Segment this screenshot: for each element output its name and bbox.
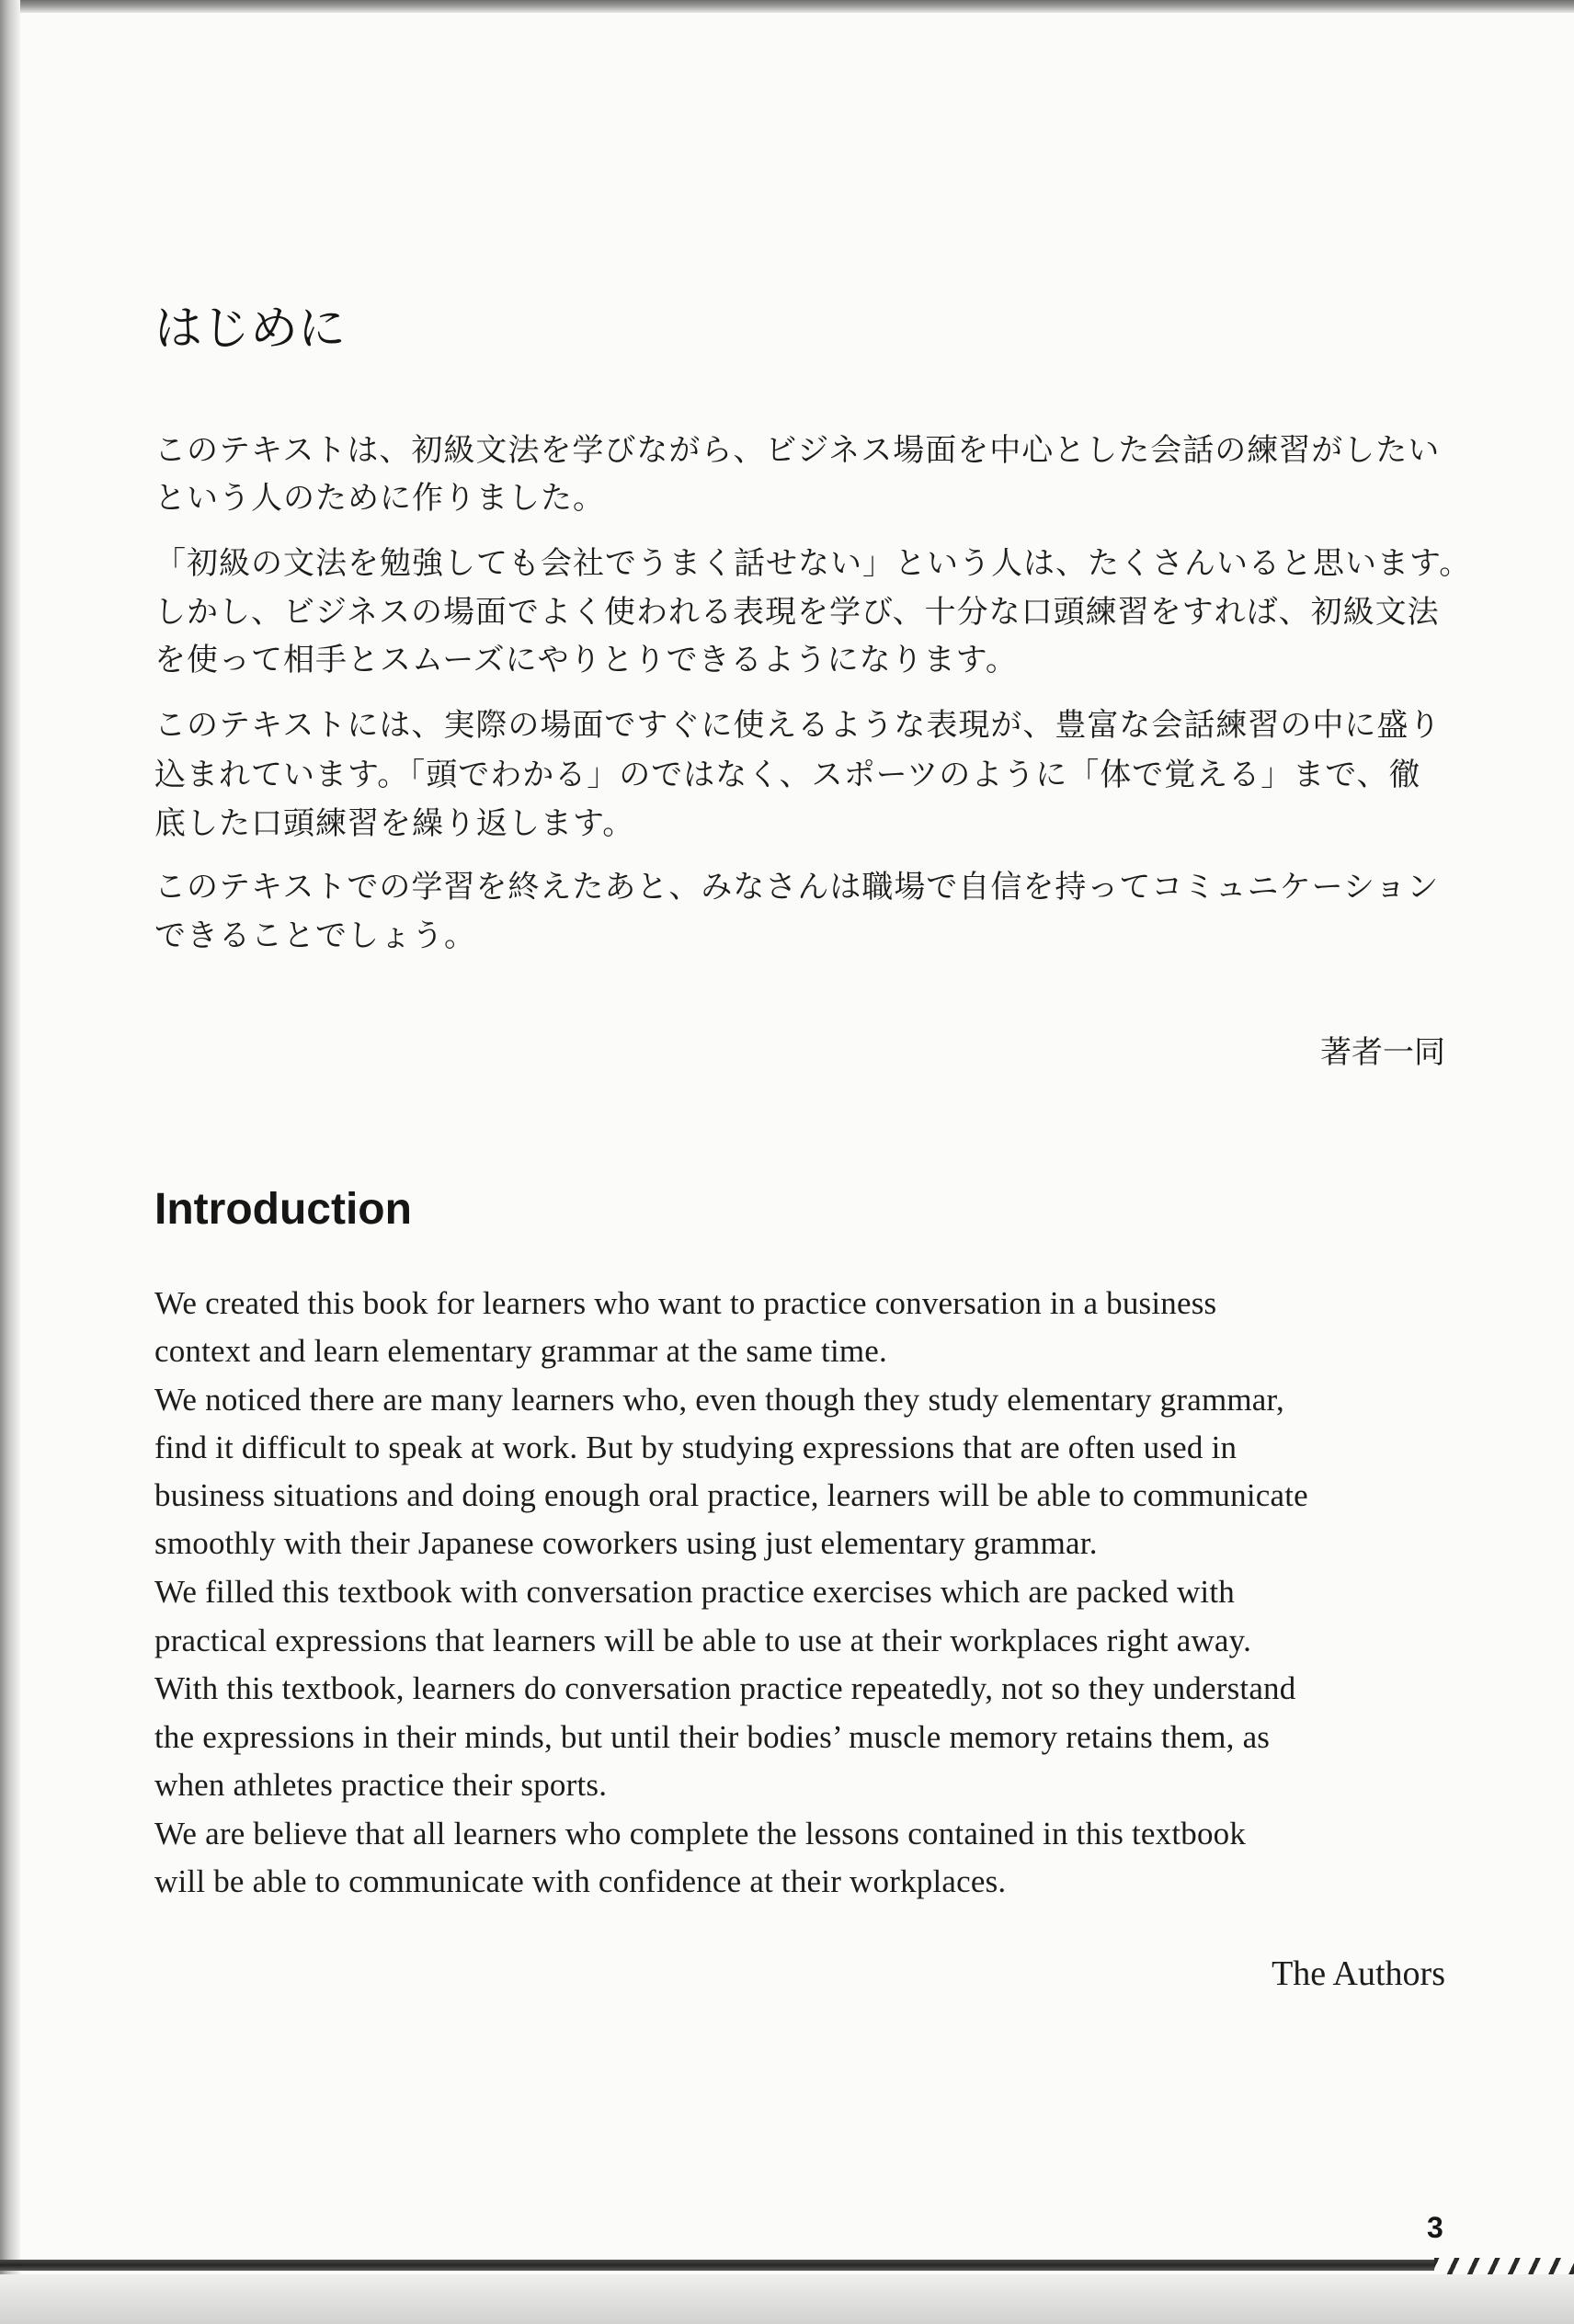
page-bottom-edge bbox=[0, 2274, 1574, 2324]
english-line-13: will be able to communicate with confidence at their workplaces. bbox=[154, 1863, 1007, 1899]
page-top-edge bbox=[0, 0, 1574, 13]
japanese-line-7: 込まれています。「頭でわかる」のではなく、スポーツのように「体で覚える」まで、徹 bbox=[154, 757, 1421, 793]
english-signature: The Authors bbox=[1272, 1954, 1445, 1993]
english-line-4: find it difficult to speak at work. But by studying expressions that are often used in bbox=[154, 1430, 1238, 1465]
japanese-line-2: という人のために作りました。 bbox=[154, 480, 605, 517]
english-line-2: context and learn elementary grammar at the same time. bbox=[154, 1333, 887, 1369]
english-line-1: We created this book for learners who want to practice conversation in a business bbox=[154, 1285, 1217, 1321]
english-line-7: We filled this textbook with conversation practice exercises which are packed with bbox=[154, 1574, 1235, 1610]
page-left-edge bbox=[0, 0, 20, 2324]
japanese-line-5: を使って相手とスムーズにやりとりできるようになります。 bbox=[154, 642, 1018, 678]
japanese-line-4: しかし、ビジネスの場面でよく使われる表現を学び、十分な口頭練習をすれば、初級文法 bbox=[154, 594, 1440, 631]
footer-hatch-decoration bbox=[1434, 2258, 1574, 2274]
english-line-3: We noticed there are many learners who, even though they study elementary grammar, bbox=[154, 1382, 1284, 1418]
english-heading: Introduction bbox=[154, 1185, 412, 1234]
japanese-heading: はじめに bbox=[154, 302, 347, 357]
japanese-line-9: このテキストでの学習を終えたあと、みなさんは職場で自信を持ってコミュニケーション bbox=[154, 869, 1440, 906]
english-line-9: With this textbook, learners do conversation practice repeatedly, not so they understand bbox=[154, 1670, 1296, 1706]
japanese-line-6: このテキストには、実際の場面ですぐに使えるような表現が、豊富な会話練習の中に盛り bbox=[154, 707, 1442, 744]
japanese-line-3: 「初級の文法を勉強しても会社でうまく話せない」という人は、たくさんいると思います。 bbox=[154, 545, 1472, 582]
english-line-10: the expressions in their minds, but until their bodies’ muscle memory retains them, as bbox=[154, 1719, 1271, 1755]
page-number: 3 bbox=[1427, 2211, 1443, 2244]
english-line-8: practical expressions that learners will be able to use at their workplaces right away. bbox=[154, 1623, 1252, 1658]
footer-rule bbox=[0, 2260, 1434, 2271]
english-line-12: We are believe that all learners who complete the lessons contained in this textbook bbox=[154, 1816, 1247, 1851]
japanese-line-1: このテキストは、初級文法を学びながら、ビジネス場面を中心とした会話の練習がしたい bbox=[154, 432, 1441, 469]
english-line-11: when athletes practice their sports. bbox=[154, 1767, 608, 1803]
japanese-line-8: 底した口頭練習を繰り返します。 bbox=[154, 805, 635, 842]
english-line-5: business situations and doing enough oral practice, learners will be able to communicate bbox=[154, 1477, 1308, 1513]
english-line-6: smoothly with their Japanese coworkers using just elementary grammar. bbox=[154, 1525, 1098, 1561]
japanese-line-10: できることでしょう。 bbox=[154, 917, 476, 954]
japanese-signature: 著者一同 bbox=[1320, 1034, 1445, 1071]
